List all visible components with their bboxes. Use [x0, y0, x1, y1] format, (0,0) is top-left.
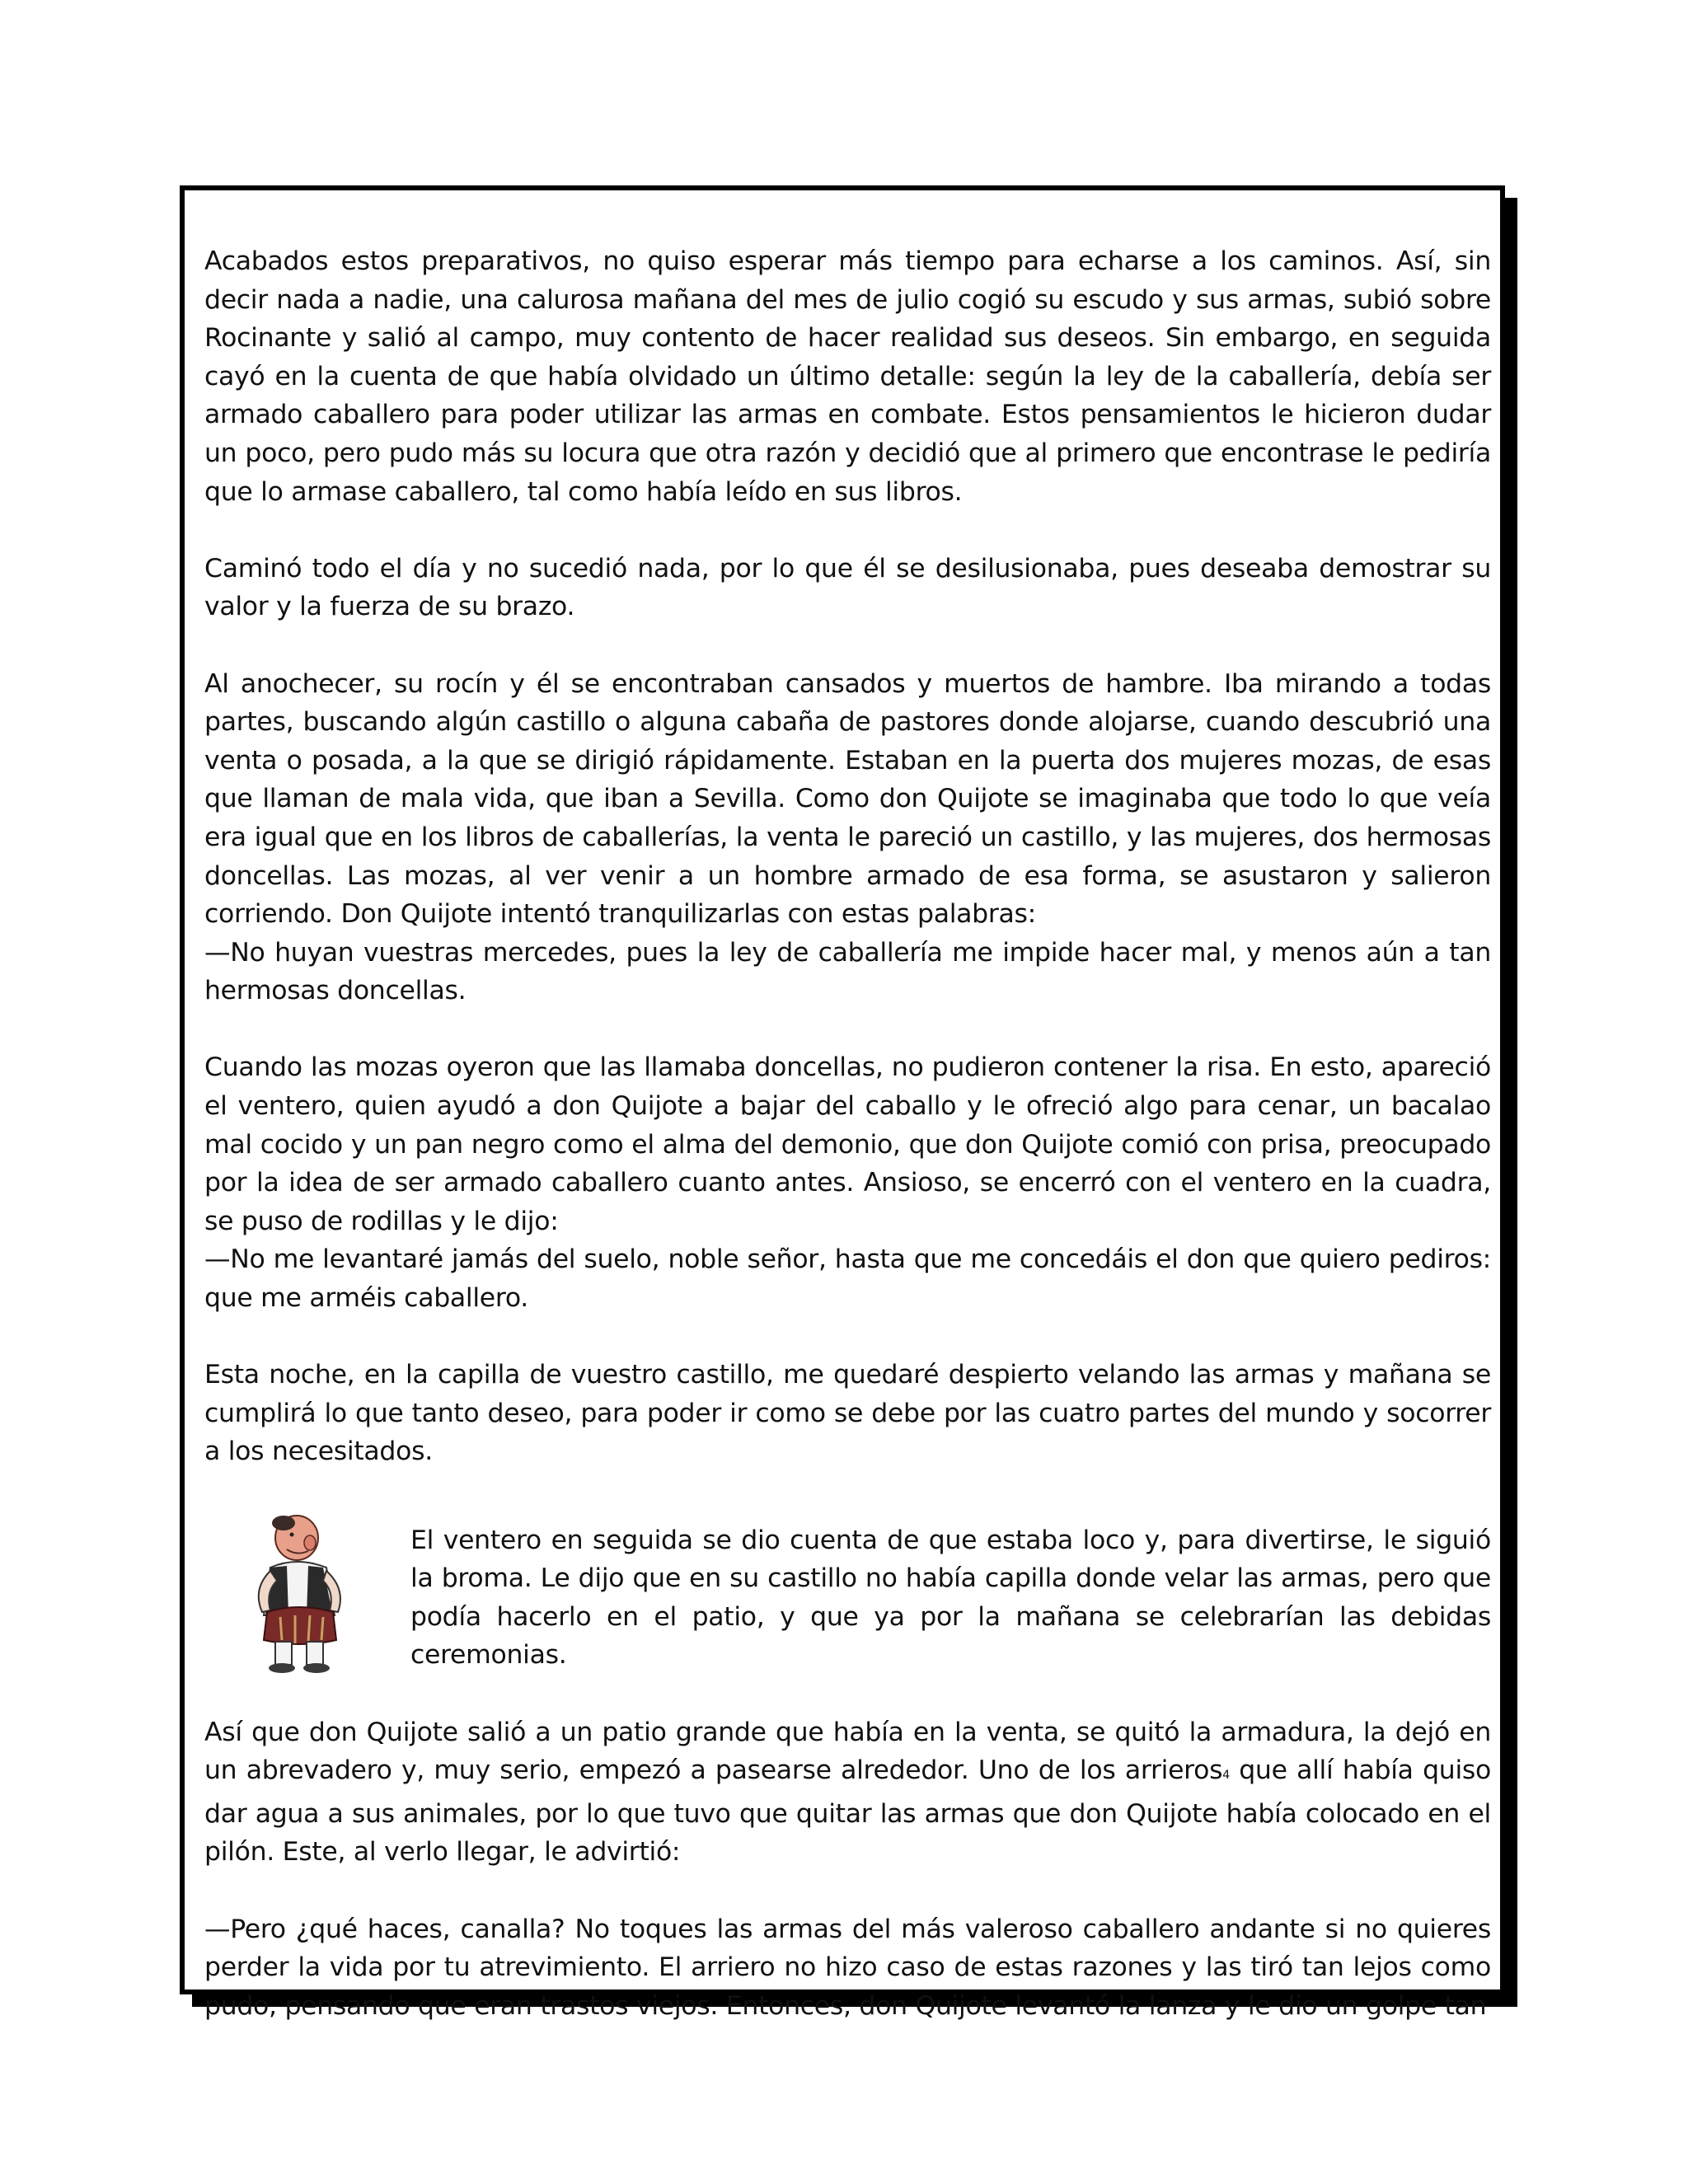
paragraph-3: Al anochecer, su rocín y él se encontraban cansados y muertos de hambre. Iba mirando a todas partes, buscando algún castillo o alguna cabaña de pastores donde alojarse, cuando descubrió una venta o posada, a la que se dirigió rápidamente. Estaban en la puerta dos mujeres mozas, de esas que llaman de mala vida, que iban a Sevilla. Como don Quijote se imaginaba que todo lo que veía era igual que en los libros de caballerías, la venta le pareció un castillo, y las mujeres, dos hermosas doncellas. Las mozas, al ver venir a un hombre armado de esa forma, se asustaron y salieron corriendo. Don Quijote intentó tranquilizarlas con estas palabras:: [204, 668, 1491, 930]
paragraph-7: [204, 1713, 1491, 1872]
paragraph-7-end: que allí había quiso dar agua a sus animales, por lo que tuvo que quitar las armas que don Quijote había colocado en el pilón. Este, al verlo llegar, le advirtió:: [204, 1755, 1491, 1868]
footnote-marker: 4: [1222, 1769, 1230, 1783]
paragraph-8: —Pero ¿qué haces, canalla? No toques las armas del más valeroso caballero andante si no quieres perder la vida por tu atrevimiento. El arriero no hizo caso de estas razones y las tiró tan lejos como pudo, pensando que eran trastos viejos. Entonces, don Quijote levantó la lanza y le dio un golpe tan: [204, 1914, 1491, 2021]
dialogue-quote-1: —No huyan vuestras mercedes, pues la ley de caballería me impide hacer mal, y menos aún a tan hermosas doncellas.: [204, 937, 1491, 1006]
illustrated-paragraph: [204, 1510, 1491, 1675]
paragraph-4: Cuando las mozas oyeron que las llamaba doncellas, no pudieron contener la risa. En esto, apareció el ventero, quien ayudó a don Quijote a bajar del caballo y le ofreció algo para cenar, un bacalao mal cocido y un pan negro como el alma del demonio, que don Quijote comió con prisa, preocupado por la idea de ser armado caballero cuanto antes. Ansioso, se encerró con el ventero en la cuadra, se puso de rodillas y le dijo:: [204, 1052, 1491, 1236]
paragraph-6: El ventero en seguida se dio cuenta de que estaba loco y, para divertirse, le siguió la broma. Le dijo que en su castillo no había capilla donde velar las armas, pero que podía hacerlo en el patio, y que ya por la mañana se celebrarían las debidas ceremonias.: [410, 1525, 1491, 1671]
paragraph-2: Caminó todo el día y no sucedió nada, por lo que él se desilusionaba, pues deseaba demostrar su valor y la fuerza de su brazo.: [204, 553, 1491, 622]
paragraph-1: Acabados estos preparativos, no quiso esperar más tiempo para echarse a los caminos. Así, sin decir nada a nadie, una calurosa mañana del mes de julio cogió su escudo y sus armas, subió sobre Rocinante y salió al campo, muy contento de hacer realidad sus deseos. Sin embargo, en seguida cayó en la cuenta de que había olvidado un último detalle: según la ley de la caballería, debía ser armado caballero para poder utilizar las armas en combate. Estos pensamientos le hicieron dudar un poco, pero pudo más su locura que otra razón y decidió que al primero que encontrase le pediría que lo armase caballero, tal como había leído en sus libros.: [204, 246, 1491, 507]
text-frame: [180, 185, 1505, 2021]
innkeeper-icon: [237, 1510, 369, 1675]
document-body: [204, 242, 1491, 2025]
paragraph-7-start: Así que don Quijote salió a un patio grande que había en la venta, se quitó la armadura, la dejó en un abrevadero y, muy serio, empezó a pasearse alrededor. Uno de los arrieros: [204, 1717, 1491, 1786]
paragraph-5: Esta noche, en la capilla de vuestro castillo, me quedaré despierto velando las armas y mañana se cumplirá lo que tanto deseo, para poder ir como se debe por las cuatro partes del mundo y socorrer a los necesitados.: [204, 1360, 1491, 1467]
dialogue-quote-2: —No me levantaré jamás del suelo, noble señor, hasta que me concedáis el don que quiero pediros: que me arméis caballero.: [204, 1244, 1491, 1314]
